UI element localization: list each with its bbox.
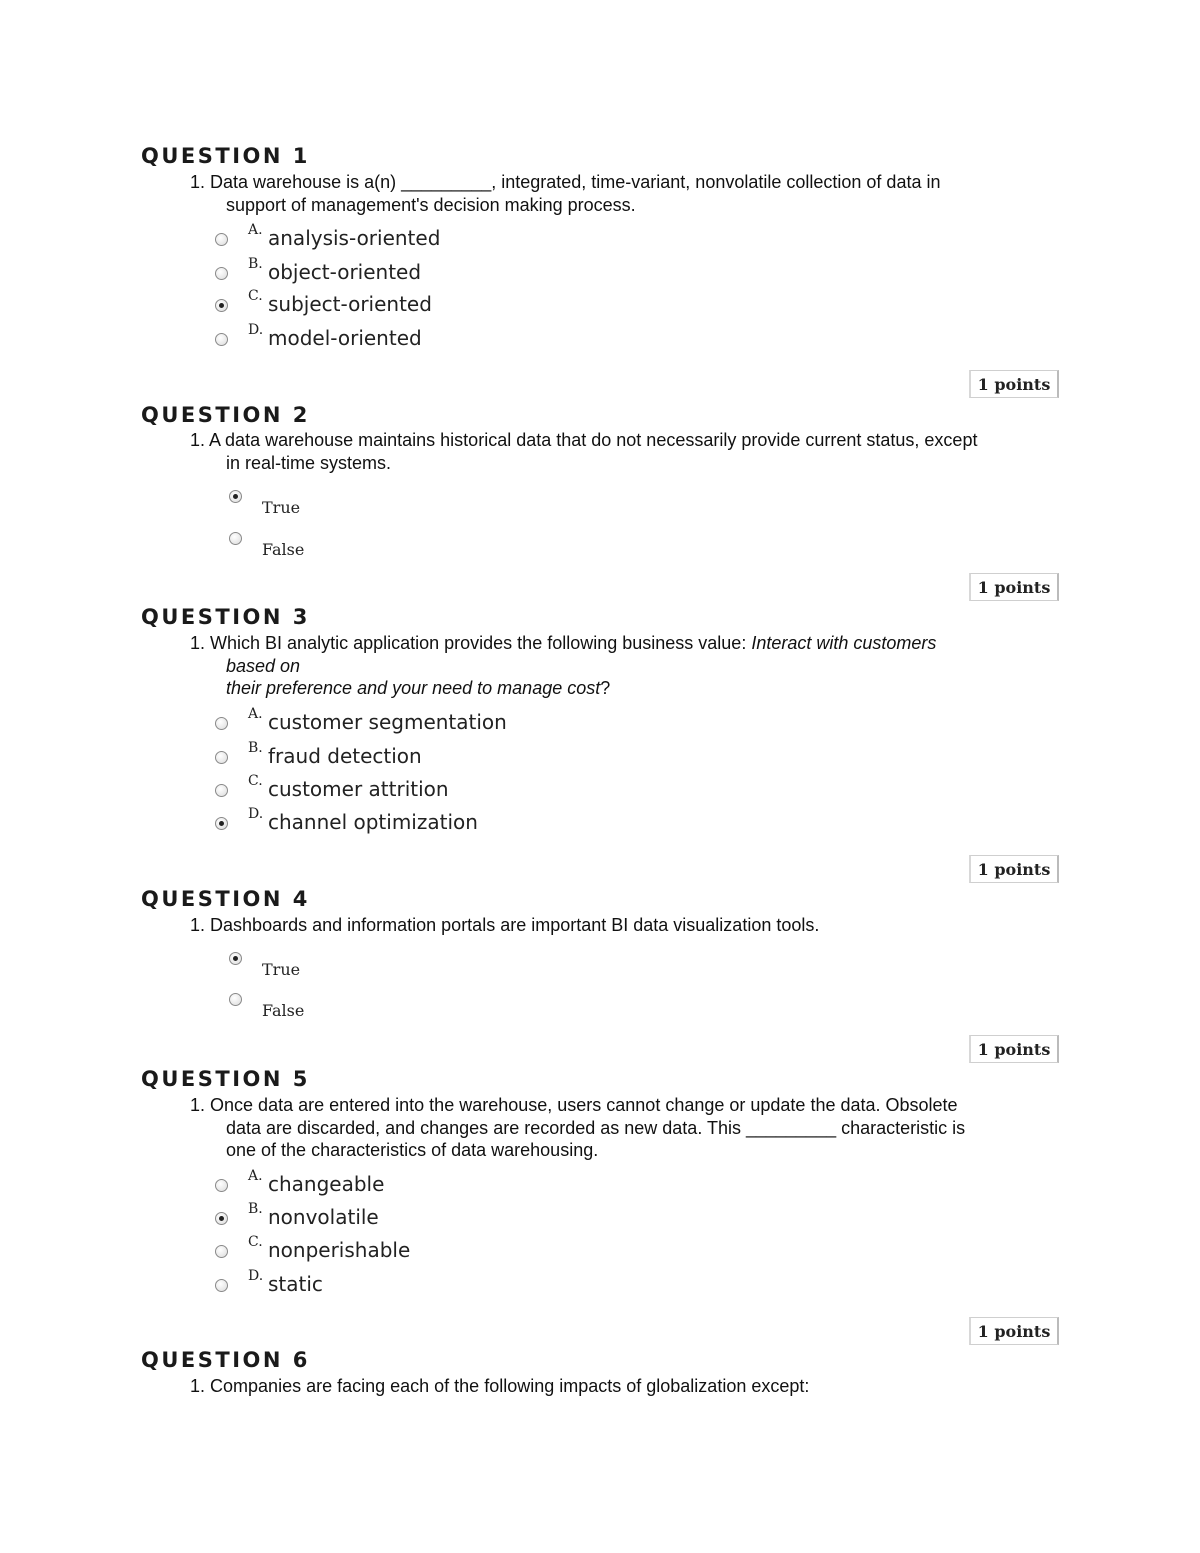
option-label: customer attrition [268,777,449,801]
question-heading: QUESTION 1 [141,144,310,168]
option-letter: D. [248,322,264,338]
question-number: 1. [190,430,206,450]
answer-option[interactable] [215,1268,323,1298]
question-text-line: Once data are entered into the warehouse, users cannot change or update the data. Obsolete [210,1095,958,1115]
option-label: channel optimization [268,810,478,834]
option-letter: C. [248,288,263,304]
option-label: True [262,960,301,979]
answer-option[interactable] [215,1201,379,1231]
radio-button[interactable] [215,784,228,797]
option-label: subject-oriented [268,292,432,316]
option-letter: C. [248,773,263,789]
radio-button[interactable] [229,993,242,1006]
question-text [190,171,1070,216]
question-text-line: in real-time systems. [226,452,392,473]
points-badge: 1 points [969,573,1059,601]
option-label: False [262,540,305,559]
answer-option[interactable] [215,288,432,318]
radio-button-selected[interactable] [229,490,242,503]
question-text-line: data are discarded, and changes are recorded as new data. This _________ characteristic is [226,1117,966,1138]
option-label: changeable [268,1172,385,1196]
question-text-italic: Interact with customers [751,633,937,653]
question-text [190,632,1070,700]
radio-button-selected[interactable] [215,299,228,312]
option-letter: A. [248,1168,263,1184]
question-text [190,1375,1070,1398]
question-heading: QUESTION 4 [141,887,310,911]
radio-button[interactable] [215,717,228,730]
question-heading: QUESTION 2 [141,403,310,427]
question-text-line: A data warehouse maintains historical data that do not necessarily provide current status, except [209,430,978,450]
answer-option[interactable] [215,222,441,252]
option-label: model-oriented [268,326,422,350]
radio-button[interactable] [215,751,228,764]
radio-button[interactable] [215,1179,228,1192]
answer-option[interactable] [215,806,478,836]
option-label: object-oriented [268,260,422,284]
radio-button[interactable] [215,233,228,246]
option-letter: A. [248,706,263,722]
option-label: static [268,1272,323,1296]
option-label: analysis-oriented [268,226,441,250]
question-text-line: Dashboards and information portals are important BI data visualization tools. [210,915,820,935]
radio-button-selected[interactable] [215,817,228,830]
option-label: fraud detection [268,744,422,768]
question-text-end: ? [600,678,611,698]
radio-button[interactable] [215,1245,228,1258]
question-text-line: Companies are facing each of the following impacts of globalization except: [210,1376,810,1396]
answer-option[interactable] [215,1168,385,1198]
radio-button[interactable] [215,1279,228,1292]
question-number: 1. [190,1095,206,1115]
option-letter: D. [248,1268,264,1284]
option-letter: C. [248,1234,263,1250]
option-letter: B. [248,1201,263,1217]
question-number: 1. [190,915,206,935]
question-heading: QUESTION 5 [141,1067,310,1091]
points-badge: 1 points [969,1035,1059,1063]
answer-option[interactable] [215,773,449,803]
option-label: True [262,498,301,517]
answer-option[interactable] [215,740,422,770]
question-text-line: Data warehouse is a(n) _________, integrated, time-variant, nonvolatile collection of data in [210,172,941,192]
option-label: customer segmentation [268,710,507,734]
option-label: nonperishable [268,1238,411,1262]
question-text [190,429,1070,474]
question-text [190,914,1070,937]
question-text [190,1094,1070,1162]
points-badge: 1 points [969,855,1059,883]
option-label: nonvolatile [268,1205,379,1229]
answer-option[interactable] [215,1234,411,1264]
option-letter: D. [248,806,264,822]
question-text-line: support of management's decision making process. [226,194,636,215]
radio-button-selected[interactable] [229,952,242,965]
question-number: 1. [190,633,206,653]
radio-button[interactable] [215,267,228,280]
radio-button[interactable] [215,333,228,346]
question-text-italic: their preference and your need to manage cost [226,678,601,698]
question-text-line: one of the characteristics of data warehousing. [226,1140,599,1160]
question-number: 1. [190,1376,206,1396]
points-badge: 1 points [969,1317,1059,1345]
option-letter: B. [248,740,263,756]
option-letter: B. [248,256,263,272]
question-number: 1. [190,172,206,192]
option-letter: A. [248,222,263,238]
question-text-line: Which BI analytic application provides the following business value: [210,633,747,653]
radio-button[interactable] [229,532,242,545]
radio-button-selected[interactable] [215,1212,228,1225]
question-text-italic: based on [226,655,301,676]
points-badge: 1 points [969,370,1059,398]
answer-option[interactable] [215,256,422,286]
question-heading: QUESTION 6 [141,1348,310,1372]
answer-option[interactable] [215,322,422,352]
question-heading: QUESTION 3 [141,605,310,629]
answer-option[interactable] [215,706,507,736]
option-label: False [262,1001,305,1020]
